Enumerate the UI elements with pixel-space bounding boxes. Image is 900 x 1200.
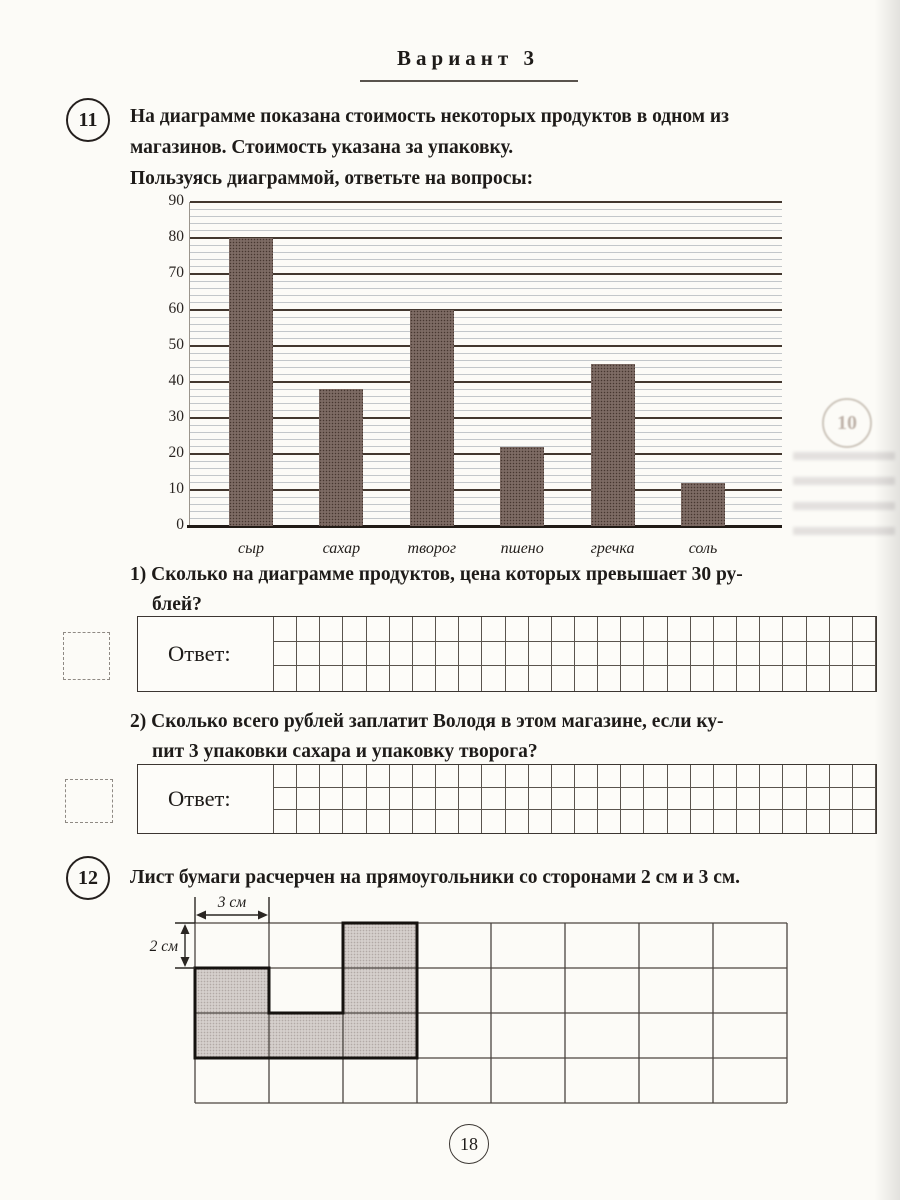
shaded-cell — [343, 1013, 417, 1058]
answer-cell — [783, 617, 806, 642]
answer-cell — [482, 810, 505, 833]
answer-cell — [459, 666, 482, 691]
answer-cell — [552, 642, 575, 667]
answer-cell — [297, 642, 320, 667]
answer-cell — [644, 666, 667, 691]
answer-cell — [737, 810, 760, 833]
answer-cell — [737, 642, 760, 667]
answer-cell — [320, 788, 343, 811]
answer-cell — [621, 666, 644, 691]
answer-cell — [297, 666, 320, 691]
gridline-minor — [190, 338, 782, 339]
answer-cell — [714, 765, 737, 788]
answer-cell — [436, 810, 459, 833]
answer-cell — [390, 810, 413, 833]
answer-cell — [668, 765, 691, 788]
x-label-творог: творог — [407, 540, 457, 557]
arrowhead-down — [181, 957, 190, 967]
answer-cell — [621, 765, 644, 788]
answer-cell — [482, 765, 505, 788]
answer-cell — [297, 788, 320, 811]
answer-cell — [274, 617, 297, 642]
price-bar-chart — [150, 192, 810, 571]
answer-cell — [367, 617, 390, 642]
answer-cell — [714, 617, 737, 642]
gridline-minor — [190, 475, 782, 476]
gridline-minor — [190, 331, 782, 332]
answer-cell — [760, 788, 783, 811]
answer-cell — [390, 617, 413, 642]
answer-cell — [529, 666, 552, 691]
answer-cell — [459, 617, 482, 642]
answer-cell — [691, 788, 714, 811]
shaded-cell — [195, 1013, 269, 1058]
y-tick-label: 60 — [168, 300, 184, 317]
answer-box-2 — [137, 764, 877, 834]
answer-cell — [760, 617, 783, 642]
answer-cell — [529, 788, 552, 811]
answer-cell — [459, 788, 482, 811]
answer-cell — [529, 642, 552, 667]
answer-cell — [529, 617, 552, 642]
gridline-minor — [190, 367, 782, 368]
gridline-minor — [190, 461, 782, 462]
answer-cell — [459, 765, 482, 788]
answer-cell — [598, 617, 621, 642]
answer-cell — [644, 810, 667, 833]
answer-cell — [714, 810, 737, 833]
answer-cell — [598, 642, 621, 667]
answer-cell — [367, 765, 390, 788]
gridline-minor — [190, 374, 782, 375]
answer-cell — [552, 617, 575, 642]
answer-cell — [621, 617, 644, 642]
answer-cell — [783, 666, 806, 691]
arrowhead-up — [181, 924, 190, 934]
answer-cell — [274, 810, 297, 833]
answer-cell — [367, 788, 390, 811]
answer-cell — [482, 788, 505, 811]
answer-cell — [807, 765, 830, 788]
answer-cell — [367, 810, 390, 833]
y-tick-label: 40 — [168, 372, 184, 389]
answer-cell — [413, 617, 436, 642]
answer-cell — [320, 765, 343, 788]
answer-cell — [367, 666, 390, 691]
answer-cell — [760, 765, 783, 788]
answer-cell — [691, 666, 714, 691]
gridline-minor — [190, 403, 782, 404]
title-underline — [360, 80, 578, 82]
y-tick-label: 10 — [168, 480, 184, 497]
answer-cell — [343, 666, 366, 691]
answer-cell — [598, 765, 621, 788]
answer-cell — [459, 810, 482, 833]
answer-cell — [390, 765, 413, 788]
gridline-minor — [190, 389, 782, 390]
gridline-minor — [190, 439, 782, 440]
answer-cell — [691, 765, 714, 788]
y-tick-label: 20 — [168, 444, 184, 461]
gridline-major — [190, 237, 782, 239]
answer-cell — [783, 642, 806, 667]
bar-сыр — [229, 238, 273, 526]
answer-label-1: Ответ: — [168, 641, 231, 666]
answer-cell — [343, 642, 366, 667]
answer-cell — [436, 765, 459, 788]
answer-cell — [413, 788, 436, 811]
answer-cell — [621, 810, 644, 833]
margin-mark-box-2 — [65, 779, 113, 823]
gridline-minor — [190, 360, 782, 361]
bar-гречка — [591, 364, 635, 526]
answer-cell — [482, 666, 505, 691]
gridline-minor — [190, 216, 782, 217]
gridline-minor — [190, 223, 782, 224]
bar-творог — [410, 310, 454, 526]
answer-cell — [274, 788, 297, 811]
answer-cell — [807, 642, 830, 667]
chart-plot-area — [190, 202, 782, 526]
answer-cell — [436, 666, 459, 691]
rectangles-grid-diagram — [140, 893, 820, 1113]
answer-cell — [691, 810, 714, 833]
answer-cell — [807, 666, 830, 691]
answer-cell — [367, 642, 390, 667]
answer-cell — [668, 666, 691, 691]
answer-cell — [853, 810, 876, 833]
answer-cell — [668, 788, 691, 811]
arrowhead-left — [196, 911, 206, 920]
answer-cell — [413, 642, 436, 667]
answer-cell — [644, 765, 667, 788]
answer-cell — [552, 666, 575, 691]
answer-cell — [413, 765, 436, 788]
bar-пшено — [500, 447, 544, 526]
answer-cell — [714, 666, 737, 691]
answer-cell — [413, 666, 436, 691]
answer-cell — [320, 810, 343, 833]
answer-cell — [390, 642, 413, 667]
gridline-minor — [190, 324, 782, 325]
answer-cell — [621, 788, 644, 811]
question-1-line-1: 1) Сколько на диаграмме продуктов, цена которых превышает 30 ру- — [130, 564, 743, 585]
answer-cell — [575, 666, 598, 691]
x-label-пшено: пшено — [500, 540, 544, 557]
answer-cell — [552, 765, 575, 788]
answer-cell — [737, 788, 760, 811]
answer-cell — [830, 810, 853, 833]
answer-cell — [737, 765, 760, 788]
gridline-major — [190, 201, 782, 203]
shaded-cell — [343, 923, 417, 968]
answer-cell — [436, 617, 459, 642]
gridline-minor — [190, 252, 782, 253]
answer-cell — [853, 617, 876, 642]
question-2-line-1: 2) Сколько всего рублей заплатит Володя в этом магазине, если ку- — [130, 711, 724, 732]
y-tick-label: 50 — [168, 336, 184, 353]
shaded-cell — [195, 968, 269, 1013]
task-12-text: Лист бумаги расчерчен на прямоугольники со сторонами 2 см и 3 см. — [130, 867, 741, 888]
gridline-minor — [190, 317, 782, 318]
y-tick-label: 90 — [168, 192, 184, 209]
margin-mark-box-1 — [63, 632, 110, 680]
gridline-minor — [190, 396, 782, 397]
answer-cell — [343, 810, 366, 833]
answer-cell — [552, 810, 575, 833]
answer-cell — [668, 810, 691, 833]
gridline-major — [190, 273, 782, 275]
answer-cell — [575, 765, 598, 788]
gridline-minor — [190, 266, 782, 267]
bleedthrough-circle: 10 — [822, 398, 872, 448]
x-label-сахар: сахар — [322, 540, 361, 557]
gridline-minor — [190, 230, 782, 231]
task-12-number-badge: 12 — [66, 856, 110, 900]
answer-cell — [506, 788, 529, 811]
answer-cell — [644, 642, 667, 667]
answer-cell — [737, 617, 760, 642]
dimension-label-height: 2 см — [149, 938, 178, 955]
answer-cell — [760, 666, 783, 691]
task-11-intro-line-1: На диаграмме показана стоимость некоторых продуктов в одном из — [130, 106, 730, 127]
gridline-minor — [190, 410, 782, 411]
answer-cell — [691, 617, 714, 642]
answer-cell — [668, 617, 691, 642]
answer-cell — [760, 642, 783, 667]
bar-соль — [681, 483, 725, 526]
gridline-minor — [190, 245, 782, 246]
task-11-number-badge: 11 — [66, 98, 110, 142]
gridline-minor — [190, 302, 782, 303]
answer-cell — [390, 666, 413, 691]
answer-cell — [598, 810, 621, 833]
answer-cell — [506, 617, 529, 642]
answer-cell — [830, 666, 853, 691]
answer-cell — [436, 642, 459, 667]
answer-cell — [598, 666, 621, 691]
answer-cell — [853, 642, 876, 667]
gridline-minor — [190, 468, 782, 469]
answer-cell — [853, 765, 876, 788]
gridline-major — [190, 345, 782, 347]
answer-cell — [529, 765, 552, 788]
answer-cell — [297, 617, 320, 642]
answer-cell — [853, 666, 876, 691]
gridline-minor — [190, 281, 782, 282]
answer-cell — [691, 642, 714, 667]
answer-cell — [783, 788, 806, 811]
answer-cell — [343, 765, 366, 788]
y-tick-label: 30 — [168, 408, 184, 425]
answer-cell — [644, 617, 667, 642]
y-tick-label: 70 — [168, 264, 184, 281]
answer-cell — [413, 810, 436, 833]
gridline-minor — [190, 259, 782, 260]
answer-cell — [714, 788, 737, 811]
y-tick-label: 80 — [168, 228, 184, 245]
page-title: Вариант 3 — [397, 46, 539, 70]
answer-cell — [853, 788, 876, 811]
answer-cell — [598, 788, 621, 811]
gridline-minor — [190, 295, 782, 296]
answer-cell — [807, 617, 830, 642]
answer-cell — [575, 617, 598, 642]
answer-grid-1 — [273, 617, 876, 691]
answer-cell — [320, 617, 343, 642]
x-label-соль: соль — [688, 540, 718, 557]
bar-сахар — [319, 389, 363, 526]
answer-cell — [274, 765, 297, 788]
answer-grid-2 — [273, 765, 876, 833]
answer-cell — [482, 617, 505, 642]
gridline-minor — [190, 209, 782, 210]
gridline-minor — [190, 425, 782, 426]
answer-cell — [320, 666, 343, 691]
answer-cell — [274, 666, 297, 691]
answer-cell — [506, 666, 529, 691]
answer-cell — [783, 810, 806, 833]
answer-cell — [737, 666, 760, 691]
answer-cell — [343, 617, 366, 642]
shaded-cell — [269, 1013, 343, 1058]
gridline-minor — [190, 353, 782, 354]
answer-cell — [459, 642, 482, 667]
gridline-major — [190, 381, 782, 383]
arrowhead-right — [258, 911, 268, 920]
answer-cell — [575, 788, 598, 811]
answer-cell — [644, 788, 667, 811]
question-1-line-2: блей? — [152, 594, 202, 615]
task-11-intro-line-2: магазинов. Стоимость указана за упаковку. — [130, 137, 514, 158]
answer-cell — [575, 810, 598, 833]
gridline-minor — [190, 432, 782, 433]
gridline-major — [190, 309, 782, 311]
chart-y-axis-line — [189, 202, 190, 526]
answer-cell — [552, 788, 575, 811]
answer-cell — [807, 788, 830, 811]
answer-cell — [830, 765, 853, 788]
answer-cell — [297, 810, 320, 833]
answer-cell — [343, 788, 366, 811]
answer-cell — [436, 788, 459, 811]
answer-cell — [274, 642, 297, 667]
answer-cell — [760, 810, 783, 833]
answer-cell — [390, 788, 413, 811]
y-tick-label: 0 — [176, 516, 184, 533]
answer-cell — [482, 642, 505, 667]
answer-cell — [783, 765, 806, 788]
answer-cell — [320, 642, 343, 667]
x-label-сыр: сыр — [238, 540, 264, 557]
dimension-label-width: 3 см — [217, 894, 247, 911]
answer-cell — [575, 642, 598, 667]
answer-cell — [668, 642, 691, 667]
answer-cell — [714, 642, 737, 667]
answer-cell — [506, 642, 529, 667]
bleedthrough-text-smudge — [793, 452, 895, 548]
answer-label-2: Ответ: — [168, 786, 231, 811]
shaded-cell — [343, 968, 417, 1013]
gridline-minor — [190, 288, 782, 289]
answer-box-1 — [137, 616, 877, 692]
answer-cell — [529, 810, 552, 833]
gridline-major — [190, 453, 782, 455]
x-label-гречка: гречка — [590, 540, 635, 557]
task-11-intro-line-3: Пользуясь диаграммой, ответьте на вопросы: — [130, 168, 534, 189]
gridline-major — [190, 417, 782, 419]
answer-cell — [506, 765, 529, 788]
page-number-badge: 18 — [449, 1124, 489, 1164]
answer-cell — [830, 617, 853, 642]
answer-cell — [807, 810, 830, 833]
gridline-minor — [190, 446, 782, 447]
answer-cell — [830, 642, 853, 667]
question-2-line-2: пит 3 упаковки сахара и упаковку творога? — [152, 741, 538, 762]
answer-cell — [830, 788, 853, 811]
answer-cell — [297, 765, 320, 788]
answer-cell — [506, 810, 529, 833]
answer-cell — [621, 642, 644, 667]
